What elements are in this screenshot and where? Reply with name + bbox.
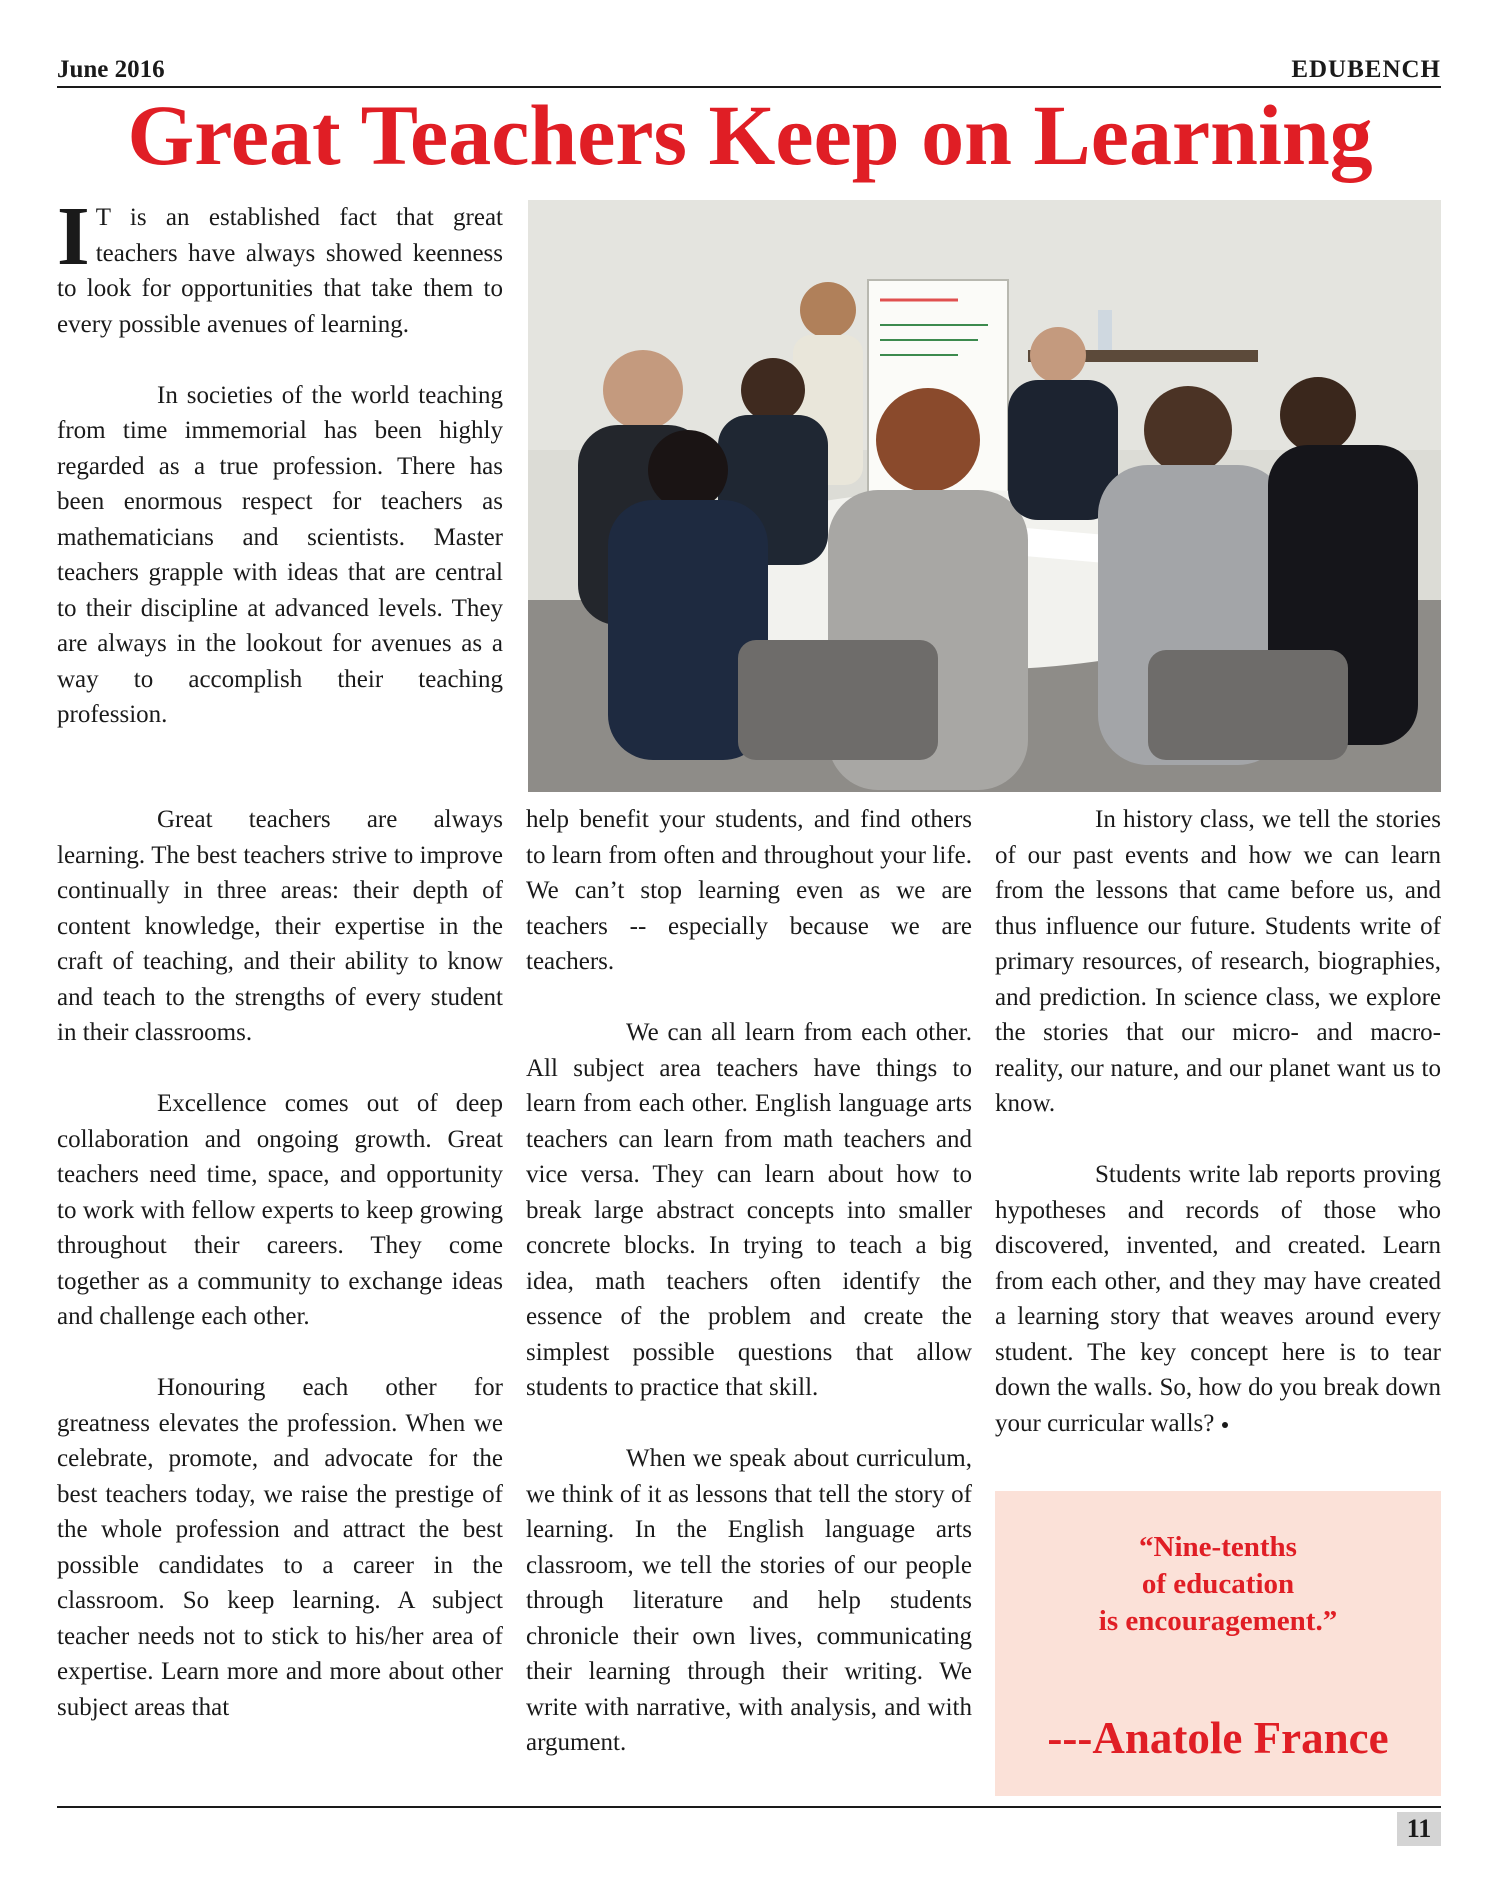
paragraph-final-text: Students write lab reports proving hypotheses and records of those who discovered, invented, and created. Learn from each other, and they may have created a learning story that weaves around every student. The key concept here is to tear down the walls. So, how do you break down your curricular walls? [995,1161,1441,1437]
photo-illustration [528,200,1441,792]
paragraph: Excellence comes out of deep collaboration and ongoing growth. Great teachers need time, space, and opportunity to work with fellow experts to keep growing throughout their careers. They come together as a community to exchange ideas and challenge each other. [57,1090,503,1330]
quote-line: “Nine-tenths [1139,1531,1297,1563]
pull-quote [995,1491,1441,1796]
article-column-2 [526,802,972,1761]
end-mark-icon [1222,1422,1228,1428]
drop-cap: I [57,190,90,283]
issue-date: June 2016 [57,56,165,83]
paragraph: When we speak about curriculum, we think of it as lessons that tell the story of learning. In the English language arts classroom, we tell the stories of our people through literature and help students chronicle their own lives, communicating their learning through their writing. We write with narrative, with analysis, and with argument. [526,1445,972,1756]
paragraph-intro-text: T is an established fact that great teachers have always showed keenness to look for opportunities that take them to every possible avenues of learning. [57,204,503,338]
article-column-1 [57,802,503,1725]
article-column-3 [995,802,1441,1441]
quote-text [995,1529,1441,1640]
article-column-1-top [57,190,503,733]
quote-author: ---Anatole France [1047,1713,1389,1763]
paragraph: In history class, we tell the stories of our past events and how we can learn from the lessons that came before us, and thus influence our future. Students write of primary resources, of research, biographies, and prediction. In science class, we explore the stories that our micro- and macro-reality, our nature, and our planet want us to know. [995,806,1441,1117]
classroom-meeting-photo [528,200,1441,792]
paragraph-final [995,1157,1441,1441]
quote-line: of education [1141,1568,1295,1600]
page-number: 11 [1397,1812,1441,1846]
paragraph: We can all learn from each other. All subject area teachers have things to learn from each other. English language arts teachers can learn from math teachers and vice versa. They can learn about how to break large abstract concepts into smaller concrete blocks. In trying to teach a big idea, math teachers often identify the essence of the problem and create the simplest possible questions that allow students to practice that skill. [526,1019,972,1401]
paragraph: Honouring each other for greatness elevates the profession. When we celebrate, promote, and advocate for the best teachers today, we raise the prestige of the whole profession and attract the best possible candidates to a career in the classroom. So keep learning. A subject teacher needs not to stick to his/her area of expertise. Learn more and more about other subject areas that [57,1374,503,1721]
paragraph: help benefit your students, and find others to learn from often and throughout your life. We can’t stop learning even as we are teachers -- especially because we are teachers. [526,806,972,975]
footer-rule [57,1806,1441,1808]
paragraph-intro [57,190,503,342]
page-header [57,56,1441,88]
publication-name: EDUBENCH [1291,56,1441,83]
quote-line: is encouragement.” [1098,1605,1338,1637]
paragraph: In societies of the world teaching from time immemorial has been highly regarded as a true profession. There has been enormous respect for teachers as mathematicians and scientists. Master teachers grapple with ideas that are central to their discipline at advanced levels. They are always in the lookout for avenues as a way to accomplish their teaching profession. [57,381,503,728]
paragraph: Great teachers are always learning. The best teachers strive to improve continually in three areas: their depth of content knowledge, their expertise in the craft of teaching, and their ability to know and teach to the strengths of every student in their classrooms. [57,806,503,1046]
article-title: Great Teachers Keep on Learning [127,87,1373,183]
